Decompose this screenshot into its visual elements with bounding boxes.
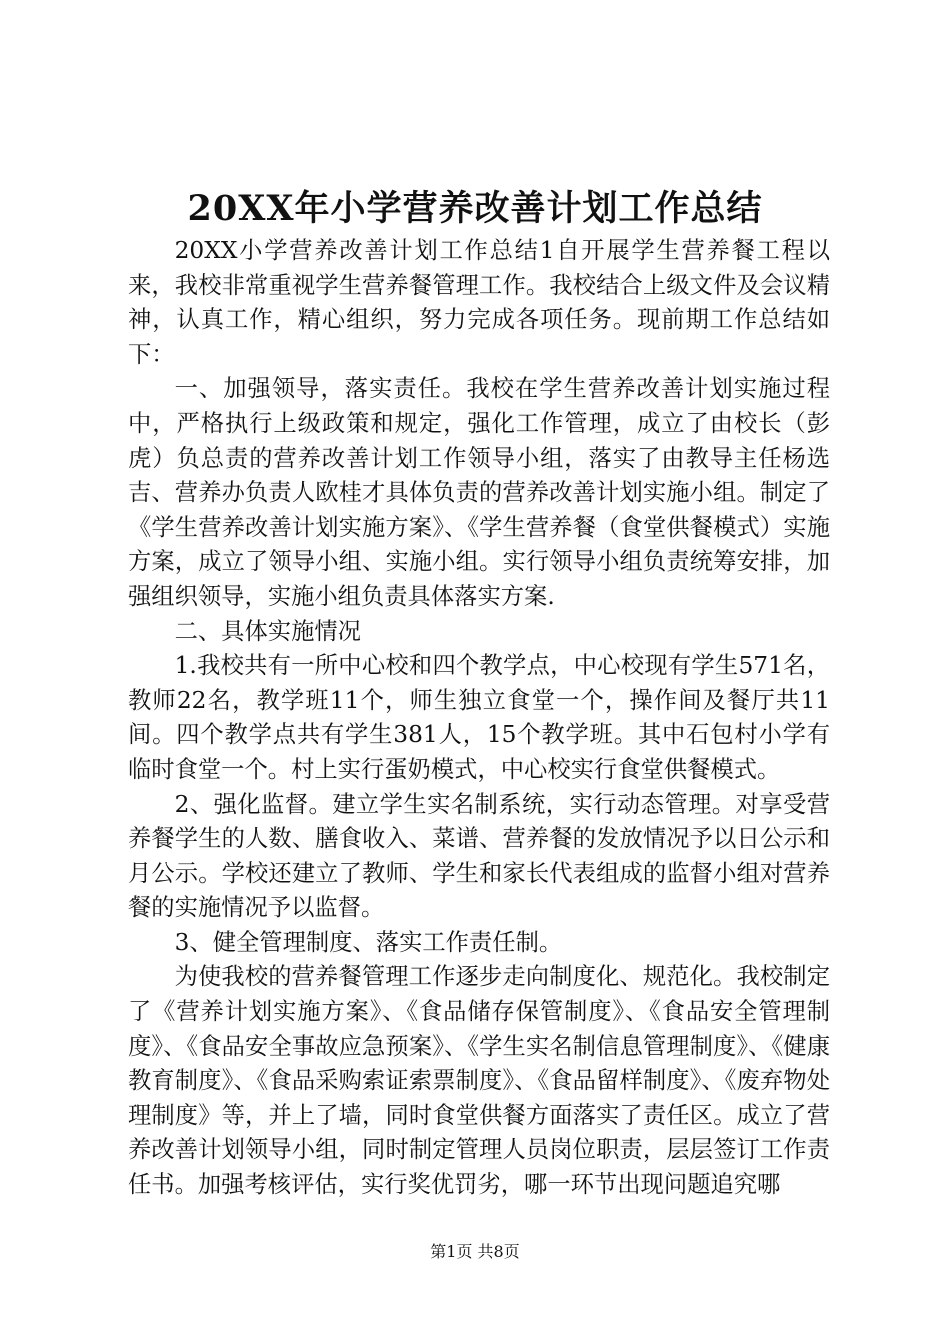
paragraph-school-overview: 1.我校共有一所中心校和四个教学点，中心校现有学生571名，教师22名，教学班11个，师生独立食堂一个，操作间及餐厅共11间。四个教学点共有学生381人，15个教学班。其中石包村小学有临时食堂一个。村上实行蛋奶模式，中心校实行食堂供餐模式。 xyxy=(128,652,830,783)
page-footer: 第1页 共8页 xyxy=(430,1242,520,1261)
paragraph-supervision: 2、强化监督。建立学生实名制系统，实行动态管理。对享受营养餐学生的人数、膳食收入、菜谱、营养餐的发放情况予以日公示和月公示。学校还建立了教师、学生和家长代表组成的监督小组对营养餐的实施情况予以监督。 xyxy=(128,790,830,922)
paragraph-intro: 20XX小学营养改善计划工作总结1自开展学生营养餐工程以来，我校非常重视学生营养餐管理工作。我校结合上级文件及会议精神，认真工作，精心组织，努力完成各项任务。现前期工作总结如下： xyxy=(128,237,830,368)
document-title: 20XX年小学营养改善计划工作总结 xyxy=(187,188,763,229)
document-body xyxy=(128,234,830,1203)
paragraph-section-heading: 二、具体实施情况 xyxy=(174,617,361,645)
paragraph-regulations: 为使我校的营养餐管理工作逐步走向制度化、规范化。我校制定了《营养计划实施方案》、《食品储存保管制度》、《食品安全管理制度》、《食品安全事故应急预案》、《学生实名制信息管理制度》、《健康教育制度》、《食品采购索证索票制度》、《食品留样制度》、《废弃物处理制度》等，并上了墙，同时食堂供餐方面落实了责任区。成立了营养改善计划领导小组，同时制定管理人员岗位职责，层层签订工作责任书。加强考核评估，实行奖优罚劣，哪一环节出现问题追究哪 xyxy=(128,963,830,1199)
paragraph-leadership: 一、加强领导，落实责任。我校在学生营养改善计划实施过程中，严格执行上级政策和规定，强化工作管理，成立了由校长（彭虎）负总责的营养改善计划工作领导小组，落实了由教导主任杨选吉、营养办负责人欧桂才具体负责的营养改善计划实施小组。制定了《学生营养改善计划实施方案》、《学生营养餐（食堂供餐模式）实施方案，成立了领导小组、实施小组。实行领导小组负责统筹安排，加强组织领导，实施小组负责具体落实方案. xyxy=(128,375,830,610)
paragraph-management-heading: 3、健全管理制度、落实工作责任制。 xyxy=(174,928,563,956)
